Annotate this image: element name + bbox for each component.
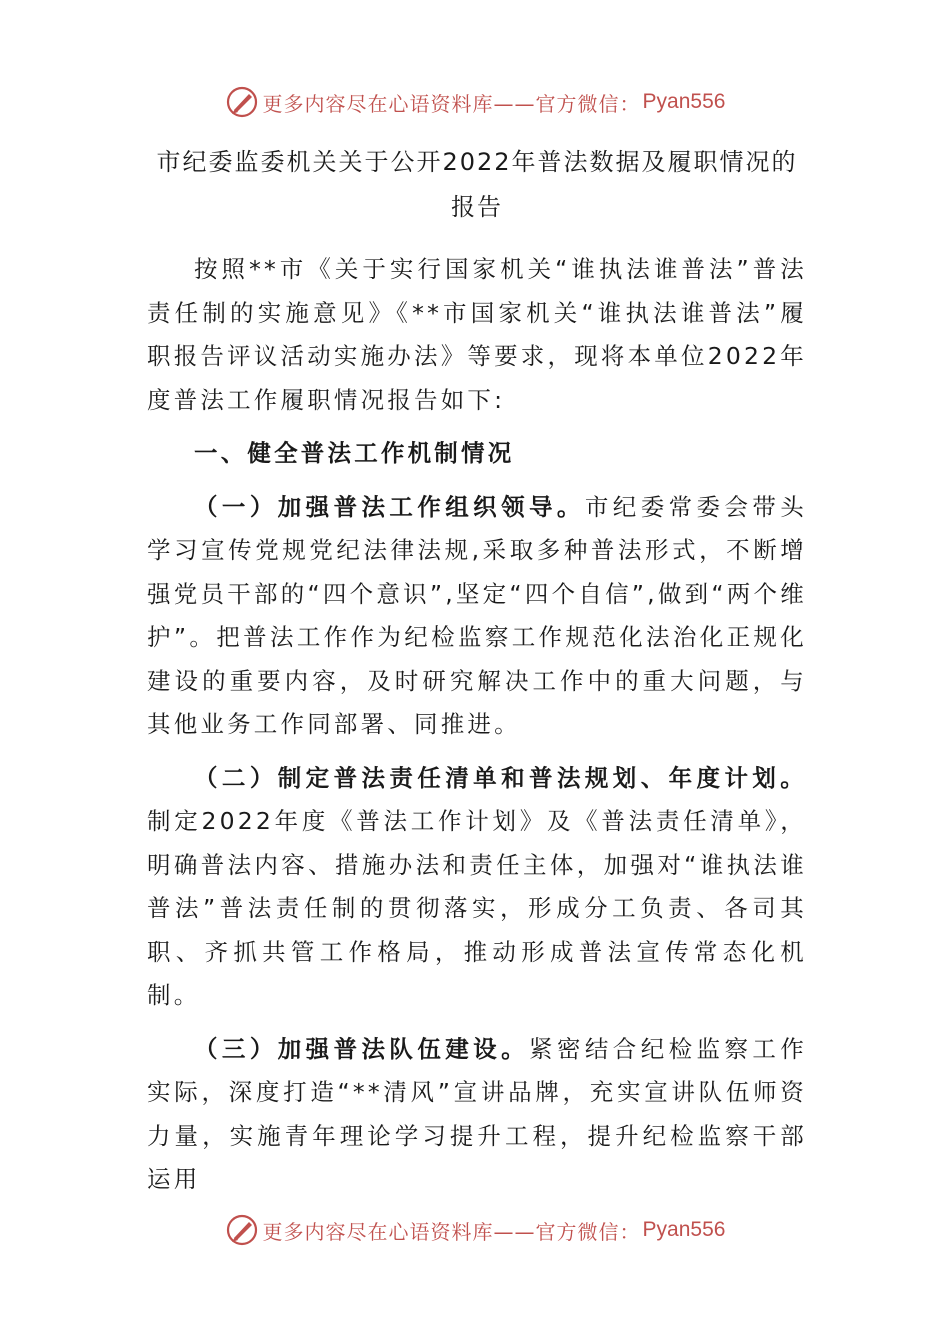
watermark-wechat-id: Pyan556: [642, 1218, 726, 1241]
pen-circle-icon: [225, 1213, 259, 1247]
paragraph-item-3: [147, 1028, 807, 1202]
paragraph-item-1: [147, 486, 807, 747]
item-text: 紧密结合纪检监察工作实际，深度打造“**清风”宣讲品牌，充实宣讲队伍师资力量，实施青年理论学习提升工程，提升纪检监察干部运用: [147, 1034, 807, 1193]
watermark-banner-top: [0, 82, 950, 122]
document-body: [147, 248, 807, 1212]
watermark-text: 更多内容尽在心语资料库——官方微信：: [262, 1219, 641, 1244]
item-lead: （一）加强普法工作组织领导。: [194, 492, 585, 521]
intro-paragraph: 按照**市《关于实行国家机关“谁执法谁普法”普法责任制的实施意见》《**市国家机关“谁执法谁普法”履职报告评议活动实施办法》等要求，现将本单位2022年度普法工作履职情况报告如下:: [147, 255, 808, 414]
item-lead: （二）制定普法责任清单和普法规划、年度计划。: [194, 763, 807, 792]
watermark-banner-bottom: [0, 1210, 950, 1250]
paragraph-item-2: [147, 757, 807, 1018]
item-text: 制定2022年度《普法工作计划》及《普法责任清单》，明确普法内容、措施办法和责任主体，加强对“谁执法谁普法”普法责任制的贯彻落实，形成分工负责、各司其职、齐抓共管工作格局，推动形成普法宣传常态化机制。: [147, 807, 807, 1009]
watermark-text: 更多内容尽在心语资料库——官方微信：: [262, 91, 641, 116]
pen-circle-icon: [225, 85, 259, 119]
item-lead: （三）加强普法队伍建设。: [194, 1034, 530, 1063]
document-title: 市纪委监委机关关于公开2022年普法数据及履职情况的报告: [156, 148, 798, 221]
watermark-wechat-id: Pyan556: [642, 90, 726, 113]
item-text: 市纪委常委会带头学习宣传党规党纪法律法规,采取多种普法形式，不断增强党员干部的“四个意识”,坚定“四个自信”,做到“两个维护”。把普法工作作为纪检监察工作规范化法治化正规化建设的重要内容，及时研究解决工作中的重大问题，与其他业务工作同部署、同推进。: [147, 492, 807, 738]
section-heading: 一、健全普法工作机制情况: [194, 439, 515, 467]
